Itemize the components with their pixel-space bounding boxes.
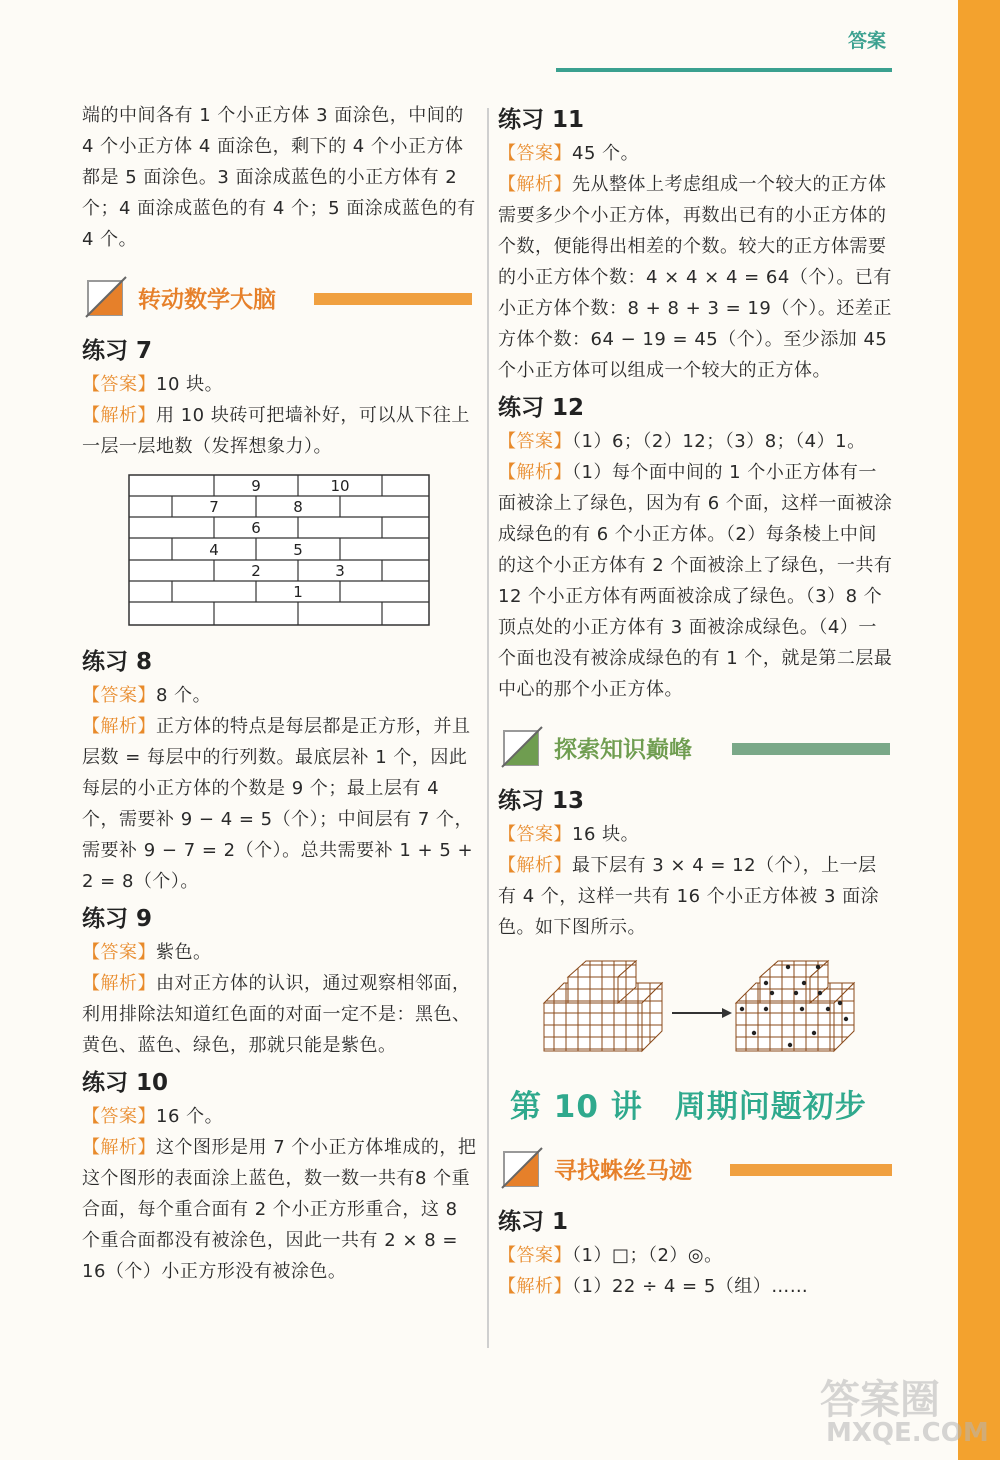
analysis-line: 【解析】先从整体上考虑组成一个较大的正方体需要多少个小正方体，再数出已有的小正方体的个数，便能得出相差的个数。较大的正方体需要的小正方体个数：4 × 4 × 4 = 64（个）。已有小正方体个数：8 + 8 + 3 = 19（个）。还差正方体个数：64 − 19 = 45（个）。至少添加 45 个小正方体可以组成一个较大的正方体。 (498, 174, 892, 381)
analysis-text: （1）22 ÷ 4 = 5（组）…… (572, 1276, 809, 1297)
answer-line: 【答案】紫色。 (82, 942, 212, 963)
wall-number: 8 (293, 498, 303, 516)
right-column (498, 100, 894, 1302)
analysis-line: 【解析】由对正方体的认识，通过观察相邻面，利用排除法知道红色面的对面一定不是：黑色、黄色、蓝色、绿色，那就只能是紫色。 (82, 973, 471, 1056)
analysis-line: 【解析】（1）每个面中间的 1 个小正方体有一面被涂上了绿色，因为有 6 个面，这样一面被涂成绿色的有 6 个小正方体。（2）每条棱上中间的这个小正方体有 2 个面被涂上了绿色，一共有 12 个小正方体有两面被涂成了绿色。（3）8 个顶点处的小正方体有 3 面被涂成绿色。（4）一个面也没有被涂成绿色的有 1 个，就是第二层最中心的那个小正方体。 (498, 462, 893, 700)
wall-number: 3 (335, 562, 345, 580)
section-heading-explore (498, 723, 894, 779)
exercise-title: 练习 10 (82, 1070, 169, 1096)
analysis-tag: 解析 (516, 462, 554, 483)
exercise-title: 练习 9 (82, 906, 153, 932)
header-label: 答案 (848, 30, 887, 52)
exercise-title: 练习 8 (82, 649, 153, 675)
analysis-text: 正方体的特点是每层都是正方形，并且层数 = 每层中的行列数。最底层补 1 个，因此每层的小正方体的个数是 9 个；最上层有 4 个，需要补 9 − 4 = 5（个）；中间层有 7 个，需要补 9 − 7 = 2（个）。总共需要补 1 + 5 + 2 = 8（个）。 (82, 716, 474, 892)
watermark-logo: 答案圈 (820, 1377, 940, 1423)
answer-text: （1）□；（2）◎。 (572, 1245, 723, 1266)
answer-text: 紫色。 (156, 942, 212, 963)
section-heading-brain (82, 273, 480, 329)
intro-paragraph: 端的中间各有 1 个小正方体 3 面涂色，中间的 4 个小正方体 4 面涂色，剩下的 4 个小正方体都是 5 面涂色。3 面涂成蓝色的小正方体有 2 个；4 面涂成蓝色的有 4 个；5 面涂成蓝色的有 4 个。 (82, 105, 476, 250)
wall-number: 9 (251, 477, 261, 495)
wall-number: 2 (251, 562, 261, 580)
analysis-line: 【解析】（1）22 ÷ 4 = 5（组）…… (498, 1276, 809, 1297)
analysis-tag: 解析 (100, 405, 138, 426)
analysis-line: 【解析】这个图形是用 7 个小正方体堆成的，把这个图形的表面涂上蓝色，数一数一共有8 个重合面，每个重合面有 2 个小正方形重合，这 8 个重合面都没有被涂色，因此一共有 2 × 8 = 16（个）小正方形没有被涂色。 (82, 1137, 477, 1282)
section-title: 探索知识巅峰 (554, 737, 692, 763)
analysis-text: 最下层有 3 × 4 = 12（个），上一层有 4 个，这样一共有 16 个小正方体被 3 面涂色。如下图所示。 (498, 855, 880, 938)
exercise-title: 练习 11 (498, 107, 585, 133)
analysis-text: 先从整体上考虑组成一个较大的正方体需要多少个小正方体，再数出已有的小正方体的个数，便能得出相差的个数。较大的正方体需要的小正方体个数：4 × 4 × 4 = 64（个）。已有小正方体个数：8 + 8 + 3 = 19（个）。还差正方体个数：64 − 19 = 45（个）。至少添加 45 个小正方体可以组成一个较大的正方体。 (498, 174, 892, 381)
wall-number: 4 (209, 541, 219, 559)
answer-line: 【答案】8 个。 (82, 685, 212, 706)
wall-number: 5 (293, 541, 303, 559)
section-square-icon (498, 1146, 544, 1192)
section-square-icon (82, 275, 128, 321)
answer-tag: 答案 (516, 431, 554, 452)
section-title: 寻找蛛丝马迹 (554, 1158, 692, 1184)
answer-tag: 答案 (100, 1106, 138, 1127)
answer-tag: 答案 (100, 374, 138, 395)
answer-tag: 答案 (516, 143, 554, 164)
section-bar (314, 293, 472, 305)
section-title: 转动数学大脑 (138, 287, 276, 313)
answer-text: 10 块。 (156, 374, 224, 395)
answer-tag: 答案 (516, 1245, 554, 1266)
exercise-title: 练习 7 (82, 338, 153, 364)
exercise-title: 练习 1 (498, 1209, 569, 1235)
analysis-text: （1）每个面中间的 1 个小正方体有一面被涂上了绿色，因为有 6 个面，这样一面被涂成绿色的有 6 个小正方体。（2）每条棱上中间的这个小正方体有 2 个面被涂上了绿色，一共有 12 个小正方体有两面被涂成了绿色。（3）8 个顶点处的小正方体有 3 面被涂成绿色。（4）一个面也没有被涂成绿色的有 1 个，就是第二层最中心的那个小正方体。 (498, 462, 893, 700)
analysis-tag: 解析 (100, 716, 138, 737)
answer-text: 16 个。 (156, 1106, 224, 1127)
cube-stack-left (544, 961, 662, 1051)
answer-text: （1）6；（2）12；（3）8；（4）1。 (572, 431, 866, 452)
answer-tag: 答案 (100, 942, 138, 963)
analysis-text: 用 10 块砖可把墙补好，可以从下往上一层一层地数（发挥想象力）。 (82, 405, 470, 457)
analysis-text: 这个图形是用 7 个小正方体堆成的，把这个图形的表面涂上蓝色，数一数一共有8 个重合面，每个重合面有 2 个小正方形重合，这 8 个重合面都没有被涂色，因此一共有 2 × 8 = 16（个）小正方形没有被涂色。 (82, 1137, 477, 1282)
analysis-text: 由对正方体的认识，通过观察相邻面，利用排除法知道红色面的对面一定不是：黑色、黄色、蓝色、绿色，那就只能是紫色。 (82, 973, 471, 1056)
wall-number: 10 (330, 477, 350, 495)
analysis-tag: 解析 (100, 973, 138, 994)
analysis-line: 【解析】正方体的特点是每层都是正方形，并且层数 = 每层中的行列数。最底层补 1 个，因此每层的小正方体的个数是 9 个；最上层有 4 个，需要补 9 − 4 = 5（个）；中间层有 7 个，需要补 9 − 7 = 2（个）。总共需要补 1 + 5 + 2 = 8（个）。 (82, 716, 474, 892)
cube-stack-figure (542, 953, 858, 1057)
wall-number: 1 (293, 583, 303, 601)
analysis-line: 【解析】用 10 块砖可把墙补好，可以从下往上一层一层地数（发挥想象力）。 (82, 405, 470, 457)
answer-tag: 答案 (100, 685, 138, 706)
analysis-tag: 解析 (516, 855, 554, 876)
answer-text: 8 个。 (156, 685, 212, 706)
cube-stack-right (736, 961, 854, 1051)
answer-line: 【答案】10 块。 (82, 374, 224, 395)
section-bar (730, 1164, 892, 1176)
arrow-icon (672, 1008, 732, 1018)
answer-tag: 答案 (516, 824, 554, 845)
header-line (556, 68, 892, 72)
exercise-title: 练习 13 (498, 788, 585, 814)
answer-line: 【答案】（1）□；（2）◎。 (498, 1245, 723, 1266)
exercise-title: 练习 12 (498, 395, 585, 421)
answer-line: 【答案】（1）6；（2）12；（3）8；（4）1。 (498, 431, 866, 452)
section-heading-clues (498, 1144, 894, 1200)
answer-line: 【答案】45 个。 (498, 143, 640, 164)
left-column (82, 100, 480, 1287)
brick-wall-figure (128, 474, 430, 626)
analysis-line: 【解析】最下层有 3 × 4 = 12（个），上一层有 4 个，这样一共有 16 个小正方体被 3 面涂色。如下图所示。 (498, 855, 880, 938)
watermark-url: MXQE.COM (826, 1418, 989, 1448)
answer-text: 16 块。 (572, 824, 640, 845)
answer-line: 【答案】16 块。 (498, 824, 640, 845)
section-bar (732, 743, 890, 755)
lecture-title: 第 10 讲 周期问题初步 (510, 1089, 867, 1125)
wall-number: 7 (209, 498, 219, 516)
wall-number: 6 (251, 519, 261, 537)
answer-text: 45 个。 (572, 143, 640, 164)
section-square-icon (498, 725, 544, 771)
column-divider (487, 108, 489, 1348)
analysis-tag: 解析 (516, 174, 554, 195)
analysis-tag: 解析 (100, 1137, 138, 1158)
analysis-tag: 解析 (516, 1276, 554, 1297)
side-strip (958, 0, 1000, 1460)
answer-line: 【答案】16 个。 (82, 1106, 224, 1127)
